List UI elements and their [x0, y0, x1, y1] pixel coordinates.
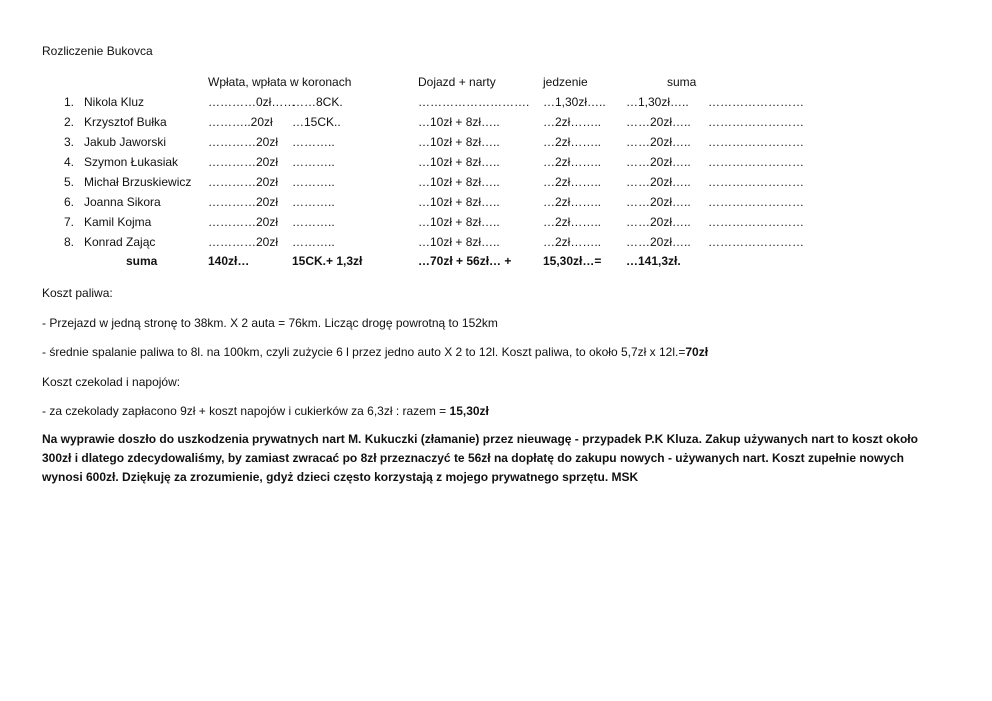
row-name: Michał Brzuskiewicz: [84, 175, 192, 189]
row-dojazd: …10zł + 8zł…..: [418, 115, 500, 129]
row-name: Joanna Sikora: [84, 195, 161, 209]
row-suma: ……20zł…..: [626, 175, 691, 189]
row-name: Nikola Kluz: [84, 95, 145, 109]
fuel-distance-line: - Przejazd w jedną stronę to 38km. X 2 auta = 76km. Licząc drogę powrotną to 152km: [42, 316, 498, 330]
row-dojazd: ……………………….: [418, 95, 530, 109]
chocolate-text: - za czekolady zapłacono 9zł + koszt napojów i cukierków za 6,3zł : razem =: [42, 404, 450, 418]
row-wplata: …………20zł: [208, 175, 279, 189]
row-name: Szymon Łukasiak: [84, 155, 179, 169]
row-dojazd: …10zł + 8zł…..: [418, 195, 500, 209]
row-wplata: …………20zł: [208, 155, 279, 169]
row-trailing-dots: ……………………: [708, 95, 804, 109]
row-korony: ………..: [292, 195, 335, 209]
document-title: Rozliczenie Bukovca: [42, 44, 153, 58]
row-name: Kamil Kojma: [84, 215, 152, 229]
header-dojazd: Dojazd + narty: [418, 75, 496, 89]
fuel-heading: Koszt paliwa:: [42, 286, 113, 300]
row-name: Konrad Zając: [84, 235, 156, 249]
row-number: 5.: [64, 175, 75, 189]
row-number: 2.: [64, 115, 75, 129]
row-korony: ………..: [292, 215, 335, 229]
row-korony: ………..: [292, 155, 335, 169]
row-wplata: …………20zł: [208, 235, 279, 249]
row-jedzenie: …2zł……..: [543, 155, 602, 169]
row-trailing-dots: ……………………: [708, 115, 804, 129]
row-korony: ………..: [292, 175, 335, 189]
row-suma: …1,30zł…..: [626, 95, 689, 109]
row-trailing-dots: ……………………: [708, 195, 804, 209]
row-trailing-dots: ……………………: [708, 175, 804, 189]
row-jedzenie: …2zł……..: [543, 135, 602, 149]
row-korony: …15CK..: [292, 115, 341, 129]
total-label: suma: [126, 254, 158, 268]
row-dojazd: …10zł + 8zł…..: [418, 155, 500, 169]
row-korony: ………..: [292, 235, 335, 249]
total-dojazd: …70zł + 56zł… +: [418, 254, 512, 268]
chocolate-total-value: 15,30zł: [449, 404, 489, 418]
header-wplata: Wpłata, wpłata w koronach: [208, 75, 352, 89]
row-dojazd: …10zł + 8zł…..: [418, 135, 500, 149]
chocolate-heading: Koszt czekolad i napojów:: [42, 375, 181, 389]
row-dojazd: …10zł + 8zł…..: [418, 175, 500, 189]
row-suma: ……20zł…..: [626, 195, 691, 209]
fuel-consumption-line: [42, 345, 708, 359]
total-korony: 15CK.+ 1,3zł: [292, 254, 363, 268]
row-number: 4.: [64, 155, 75, 169]
row-suma: ……20zł…..: [626, 235, 691, 249]
row-number: 1.: [64, 95, 75, 109]
fuel-cost-value: 70zł: [685, 345, 709, 359]
row-jedzenie: …1,30zł…..: [543, 95, 606, 109]
row-name: Krzysztof Bułka: [84, 115, 167, 129]
row-name: Jakub Jaworski: [84, 135, 167, 149]
row-suma: ……20zł…..: [626, 135, 691, 149]
total-suma: …141,3zł.: [626, 254, 681, 268]
row-trailing-dots: ……………………: [708, 235, 804, 249]
row-jedzenie: …2zł……..: [543, 175, 602, 189]
ski-damage-note: Na wyprawie doszło do uszkodzenia prywatnych nart M. Kukuczki (złamanie) przez nieuwagę - przypadek P.K Kluza. Zakup używanych nart to koszt około 300zł i dlatego zdecydowaliśmy, by zamiast zwracać po 8zł przeznaczyć te 56zł na dopłatę do zakupu nowych - używanych nart. Koszt zupełnie nowych wynosi 600zł. Dziękuję za zrozumienie, gdyż dzieci często korzystają z mojego prywatnego sprzętu. MSK: [42, 432, 918, 484]
row-number: 3.: [64, 135, 75, 149]
row-trailing-dots: ……………………: [708, 155, 804, 169]
row-jedzenie: …2zł……..: [543, 235, 602, 249]
row-jedzenie: …2zł……..: [543, 115, 602, 129]
row-suma: ……20zł…..: [626, 115, 691, 129]
row-trailing-dots: ……………………: [708, 135, 804, 149]
row-wplata: ………..20zł: [208, 115, 273, 129]
row-number: 7.: [64, 215, 75, 229]
row-wplata: …………20zł: [208, 215, 279, 229]
header-jedzenie: jedzenie: [543, 75, 588, 89]
row-suma: ……20zł…..: [626, 215, 691, 229]
row-trailing-dots: ……………………: [708, 215, 804, 229]
row-dojazd: …10zł + 8zł…..: [418, 235, 500, 249]
fuel-consumption-text: - średnie spalanie paliwa to 8l. na 100km, czyli zużycie 6 l przez jedno auto X 2 to 12l. Koszt paliwa, to około 5,7zł x 12l.=: [42, 345, 686, 359]
row-wplata: …………20zł: [208, 135, 279, 149]
header-suma: suma: [667, 75, 697, 89]
row-dojazd: …10zł + 8zł…..: [418, 215, 500, 229]
row-wplata: …………0zł……: [208, 95, 296, 109]
total-wplata: 140zł…: [208, 254, 250, 268]
row-korony: ………..: [292, 135, 335, 149]
row-jedzenie: …2zł……..: [543, 195, 602, 209]
row-wplata: …………20zł: [208, 195, 279, 209]
total-jedzenie: 15,30zł…=: [543, 254, 602, 268]
row-korony: ……8CK.: [292, 95, 343, 109]
row-jedzenie: …2zł……..: [543, 215, 602, 229]
row-number: 6.: [64, 195, 75, 209]
row-suma: ……20zł…..: [626, 155, 691, 169]
chocolate-line: [42, 404, 489, 418]
row-number: 8.: [64, 235, 75, 249]
